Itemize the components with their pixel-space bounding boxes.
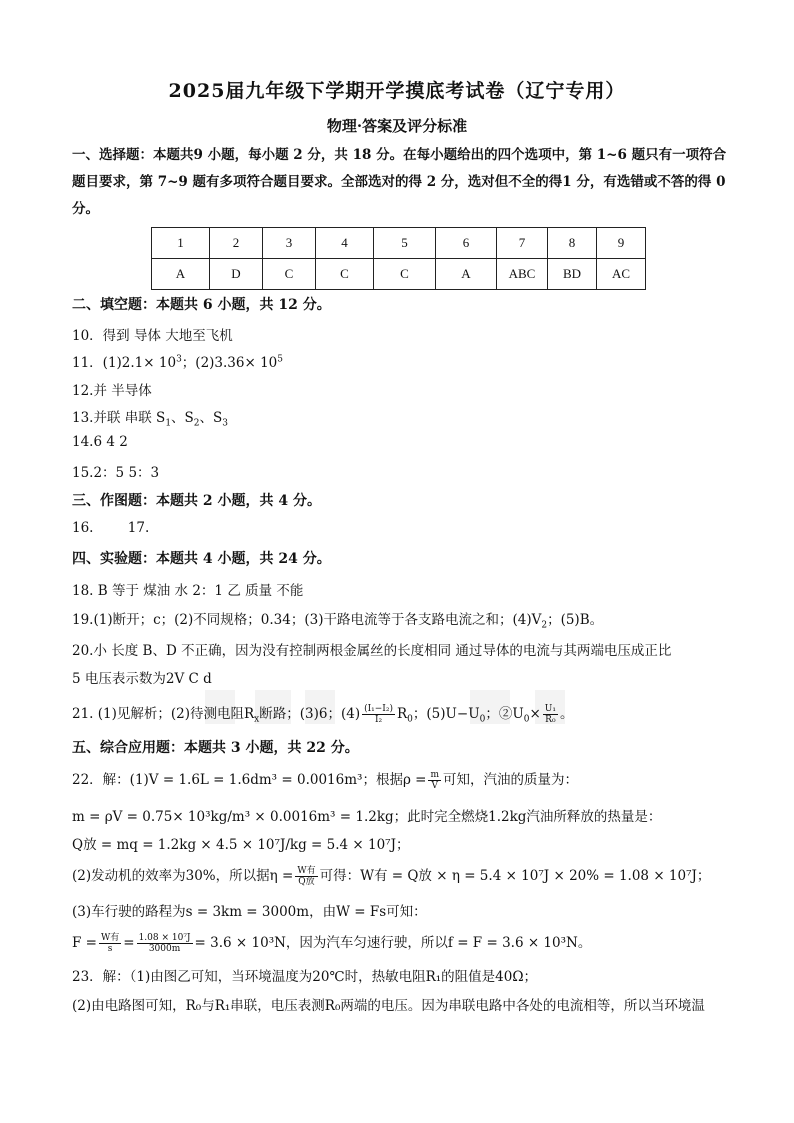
table-cell: ABC: [497, 259, 548, 290]
section2-heading: 二、填空题：本题共 6 小题，共 12 分。: [72, 297, 331, 313]
answer-table: [151, 227, 646, 290]
q11-text: 11．(1)2.1× 10: [72, 355, 177, 371]
section4-heading: 四、实验题：本题共 4 小题，共 24 分。: [72, 551, 331, 567]
section5-heading: 五、综合应用题：本题共 3 小题，共 22 分。: [72, 740, 359, 756]
q21-sub: 0: [479, 714, 486, 725]
q21-fraction: [543, 704, 558, 725]
q21-text: 断路；(3)6；(4): [259, 706, 361, 722]
table-cell: 8: [548, 228, 597, 259]
q22-text: 可得：W有 = Q放 × η = 5.4 × 10⁷J × 20% = 1.08 × 10⁷J；: [319, 868, 711, 884]
answer-table-answer-row: [152, 259, 646, 290]
answer-q22-line5: (3)车行驶的路程为s = 3km = 3000m，由W = Fs可知：: [72, 904, 427, 920]
q13-text: 、S: [171, 410, 194, 426]
table-cell: 1: [152, 228, 210, 259]
answer-q23-line2: (2)由电路图可知，R₀与R₁串联，电压表测R₀两端的电压。因为串联电路中各处的电流相等，所以当环境温: [72, 998, 705, 1014]
q22-text: 22．解：(1)V = 1.6L = 1.6dm³ = 0.0016m³；根据ρ =: [72, 772, 427, 788]
q22-text: F =: [72, 935, 97, 951]
q22-fraction: [137, 933, 193, 954]
answer-q11: [72, 351, 283, 371]
fraction-numerator: 1.08 × 10⁷J: [138, 933, 191, 943]
table-cell: C: [316, 259, 374, 290]
answer-table-number-row: [152, 228, 646, 259]
table-cell: 9: [597, 228, 646, 259]
fraction-denominator: s: [107, 944, 113, 954]
q21-sub: 0: [523, 714, 530, 725]
answer-q22-line2: m = ρV = 0.75× 10³kg/m³ × 0.0016m³ = 1.2kg；此时完全燃烧1.2kg汽油所释放的热量是：: [72, 809, 662, 825]
table-cell: 4: [316, 228, 374, 259]
answer-q18: 18. B 等于 煤油 水 2：1 乙 质量 不能: [72, 583, 304, 599]
q22-text: =: [123, 935, 135, 951]
fraction-denominator: Q放: [298, 877, 315, 887]
fraction-denominator: V: [431, 781, 438, 791]
fraction-numerator: (I₁−I₂): [364, 704, 393, 714]
answer-q22-line6: [72, 931, 591, 954]
table-cell: 5: [374, 228, 436, 259]
fraction-denominator: I₂: [374, 715, 383, 725]
q11-exp: 3: [176, 354, 182, 365]
fraction-numerator: U₁: [544, 704, 556, 714]
table-cell: C: [263, 259, 316, 290]
answer-q10: 10．得到 导体 大地至飞机: [72, 328, 233, 344]
q19-text: ；(5)B。: [547, 612, 604, 628]
q22-text: = 3.6 × 10³N，因为汽车匀速行驶，所以f = F = 3.6 × 10³N。: [194, 935, 592, 951]
table-cell: 7: [497, 228, 548, 259]
fraction-denominator: 3000m: [148, 944, 181, 954]
fraction-denominator: R₀: [545, 715, 556, 725]
table-cell: 2: [210, 228, 263, 259]
table-cell: C: [374, 259, 436, 290]
answer-q13: [72, 406, 228, 429]
section3-heading: 三、作图题：本题共 2 小题，共 4 分。: [72, 493, 321, 509]
page-title: 2025届九年级下学期开学摸底考试卷（辽宁专用）: [168, 80, 626, 102]
answer-q16-17: 16. 17.: [72, 520, 150, 536]
q21-sub: x: [254, 714, 260, 725]
q21-fraction: [362, 704, 395, 725]
q22-fraction: [428, 770, 441, 791]
q21-text: R: [396, 706, 408, 722]
answer-q12: 12.并 半导体: [72, 383, 152, 399]
table-cell: BD: [548, 259, 597, 290]
table-cell: 6: [436, 228, 497, 259]
q19-text: 19.(1)断开；c；(2)不同规格；0.34；(3)干路电流等于各支路电流之和；(4)V: [72, 612, 542, 628]
q22-fraction: [295, 866, 317, 887]
answer-q22-line4: [72, 864, 710, 887]
q21-sub: 0: [407, 714, 413, 725]
fraction-numerator: W有: [297, 866, 316, 876]
q13-text: 13.并联 串联 S: [72, 410, 166, 426]
answer-q15: 15.2：5 5：3: [72, 465, 160, 481]
table-cell: 3: [263, 228, 316, 259]
q22-text: 可知，汽油的质量为：: [443, 772, 579, 788]
q11-exp: 5: [277, 354, 283, 365]
fraction-numerator: W有: [100, 933, 120, 943]
fraction-numerator: m: [430, 770, 440, 780]
answer-q21: [72, 702, 573, 725]
answer-q20-line1: 20.小 长度 B、D 不正确，因为没有控制两根金属丝的长度相同 通过导体的电流与其两端电压成正比: [72, 643, 672, 659]
q19-sub: 2: [541, 620, 548, 631]
q11-text: ；(2)3.36× 10: [181, 355, 278, 371]
answer-q19: [72, 608, 603, 631]
answer-q22-line1: [72, 768, 578, 791]
q21-text: ×: [529, 706, 541, 722]
q21-text: 21. (1)见解析；(2)待测电阻R: [72, 706, 255, 722]
q21-text: 。: [559, 706, 574, 722]
q13-text: 、S: [199, 410, 223, 426]
q13-sub: 2: [193, 418, 200, 429]
q13-sub: 3: [222, 418, 229, 429]
q13-sub: 1: [165, 418, 172, 429]
q22-fraction: [99, 933, 121, 954]
page-subtitle: 物理·答案及评分标准: [326, 117, 468, 135]
answer-q20-line2: 5 电压表示数为2V C d: [72, 671, 212, 687]
section1-heading-text: 一、选择题：本题共9 小题，每小题 2 分，共 18 分。在每小题给出的四个选项中，第 1~6 题只有一项符合题目要求，第 7~9 题有多项符合题目要求。全部选对的得 2 分，选对但不全的得1 分，有选错或不答的得 0 分。: [72, 147, 727, 217]
table-cell: D: [210, 259, 263, 290]
q22-text: (2)发动机的效率为30%，所以据η =: [72, 868, 294, 884]
section1-heading: [72, 142, 732, 223]
answer-q14: 14.6 4 2: [72, 434, 128, 450]
answer-q22-line3: Q放 = mq = 1.2kg × 4.5 × 10⁷J/kg = 5.4 × 10⁷J；: [72, 837, 410, 853]
table-cell: AC: [597, 259, 646, 290]
q21-text: ；②U: [485, 706, 524, 722]
table-cell: A: [436, 259, 497, 290]
table-cell: A: [152, 259, 210, 290]
q21-text: ；(5)U−U: [412, 706, 480, 722]
answer-q23-line1: 23．解：（1)由图乙可知，当环境温度为20℃时，热敏电阻R₁的阻值是40Ω；: [72, 969, 538, 985]
